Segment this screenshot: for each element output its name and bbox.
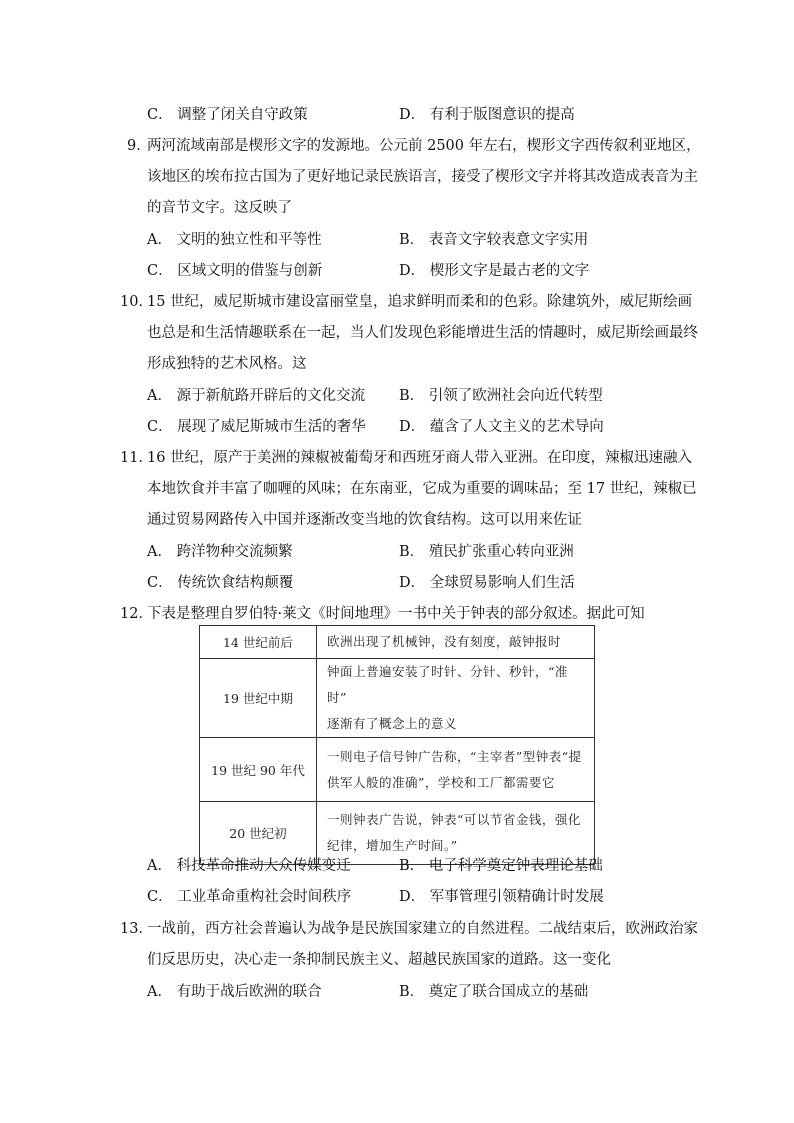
q13-options-ab — [147, 980, 747, 1002]
table-row — [200, 626, 595, 659]
table-text-line: 供军人般的准确”，学校和工厂都需要它 — [327, 774, 555, 790]
q12-option-d: D． 军事管理引领精确计时发展 — [399, 889, 604, 905]
q10-stem-line-1: 15 世纪，威尼斯城市建设富丽堂皇，追求鲜明而柔和的色彩。除建筑外，威尼斯绘画 — [147, 294, 693, 310]
q10-option-b: B． 引领了欧洲社会向近代转型 — [399, 388, 603, 404]
q13-option-a: A． 有助于战后欧洲的联合 — [147, 984, 322, 1000]
q10-options-cd — [147, 415, 747, 437]
q8-option-c: C． 调整了闭关自守政策 — [147, 107, 308, 123]
q11-option-b: B． 殖民扩张重心转向亚洲 — [399, 544, 574, 560]
q12-option-c: C． 工业革命重构社会时间秩序 — [147, 889, 352, 905]
q11-options-cd — [147, 571, 747, 593]
q9-options-cd — [147, 259, 747, 281]
q10-options-ab — [147, 384, 747, 406]
table-text-cell — [317, 626, 595, 659]
q11-option-c: C． 传统饮食结构颠覆 — [147, 575, 294, 591]
q9-options-ab — [147, 228, 747, 250]
q10-stem-line-3: 形成独特的艺术风格。这 — [147, 356, 307, 372]
q10-option-c: C． 展现了威尼斯城市生活的奢华 — [147, 419, 366, 435]
q13-stem-line-2: 们反思历史，决心走一条抑制民族主义、超越民族国家的道路。这一变化 — [147, 952, 611, 968]
q11-stem-line-3: 通过贸易网路传入中国并逐渐改变当地的饮食结构。这可以用来佐证 — [147, 512, 582, 528]
table-text-cell — [317, 738, 595, 802]
q10-option-a: A． 源于新航路开辟后的文化交流 — [147, 388, 366, 404]
q8-option-d: D． 有利于版图意识的提高 — [399, 107, 575, 123]
q9-option-b: B． 表音文字较表意文字实用 — [399, 232, 589, 248]
table-text-line: 纪律，增加生产时间。” — [327, 838, 458, 853]
clock-history-table — [199, 625, 595, 865]
table-row — [200, 738, 595, 802]
table-period-cell: 14 世纪前后 — [200, 626, 317, 659]
q11-stem-line-1: 16 世纪，原产于美洲的辣椒被葡萄牙和西班牙商人带入亚洲。在印度，辣椒迅速融入 — [147, 450, 693, 466]
q11-options-ab — [147, 540, 747, 562]
q12-number: 12． — [120, 606, 153, 622]
q9-stem-line-2: 该地区的埃布拉古国为了更好地记录民族语言，接受了楔形文字并将其改造成表音为主 — [147, 169, 698, 185]
q12-option-a: A． 科技革命推动大众传媒变迁 — [147, 858, 351, 874]
q9-stem-line-3: 的音节文字。这反映了 — [147, 200, 292, 216]
table-period-cell: 19 世纪 90 年代 — [200, 738, 317, 802]
table-text-line: 一则电子信号钟广告称，“主宰者”型钟表“提 — [327, 748, 582, 764]
q11-option-d: D． 全球贸易影响人们生活 — [399, 575, 575, 591]
q10-option-d: D． 蕴含了人文主义的艺术导向 — [399, 419, 604, 435]
q10-number: 10． — [120, 294, 153, 310]
q13-option-b: B． 奠定了联合国成立的基础 — [399, 984, 589, 1000]
q12-option-b: B． 电子科学奠定钟表理论基础 — [399, 858, 603, 874]
q9-option-d: D． 楔形文字是最古老的文字 — [399, 263, 590, 279]
q9-number: 9． — [127, 138, 151, 154]
q11-stem-line-2: 本地饮食并丰富了咖喱的风味；在东南亚，它成为重要的调味品；至 17 世纪，辣椒已 — [147, 481, 697, 497]
q12-options-cd — [147, 885, 747, 907]
q11-number: 11． — [120, 450, 153, 466]
table-text-line: 逐渐有了概念上的意义 — [327, 716, 458, 731]
table-row — [200, 659, 595, 738]
q12-options-ab — [147, 854, 747, 876]
q8-options-cd — [147, 103, 747, 125]
q13-number: 13． — [120, 921, 153, 937]
q10-stem-line-2: 也总是和生活情趣联系在一起，当人们发现色彩能增进生活的情趣时，威尼斯绘画最终 — [147, 325, 698, 341]
table-period-cell: 19 世纪中期 — [200, 659, 317, 738]
q9-option-a: A． 文明的独立性和平等性 — [147, 232, 322, 248]
table-text-line: 一则钟表广告说，钟表“可以节省金钱，强化 — [327, 812, 581, 827]
q9-stem-line-1: 两河流域南部是楔形文字的发源地。公元前 2500 年左右，楔形文字西传叙利亚地区， — [147, 138, 701, 154]
table-text-line: 钟面上普遍安装了时针、分针、秒针，“准时” — [327, 664, 568, 705]
q11-option-a: A． 跨洋物种交流频繁 — [147, 544, 293, 560]
table-period-cell: 20 世纪初 — [200, 802, 317, 865]
q9-option-c: C． 区域文明的借鉴与创新 — [147, 263, 323, 279]
table-text-line: 欧洲出现了机械钟，没有刻度，敲钟报时 — [327, 634, 562, 649]
q13-stem-line-1: 一战前，西方社会普遍认为战争是民族国家建立的自然进程。二战结束后，欧洲政治家 — [147, 921, 698, 937]
table-text-cell — [317, 659, 595, 738]
q12-stem-line-1: 下表是整理自罗伯特·莱文《时间地理》一书中关于钟表的部分叙述。据此可知 — [147, 606, 645, 622]
